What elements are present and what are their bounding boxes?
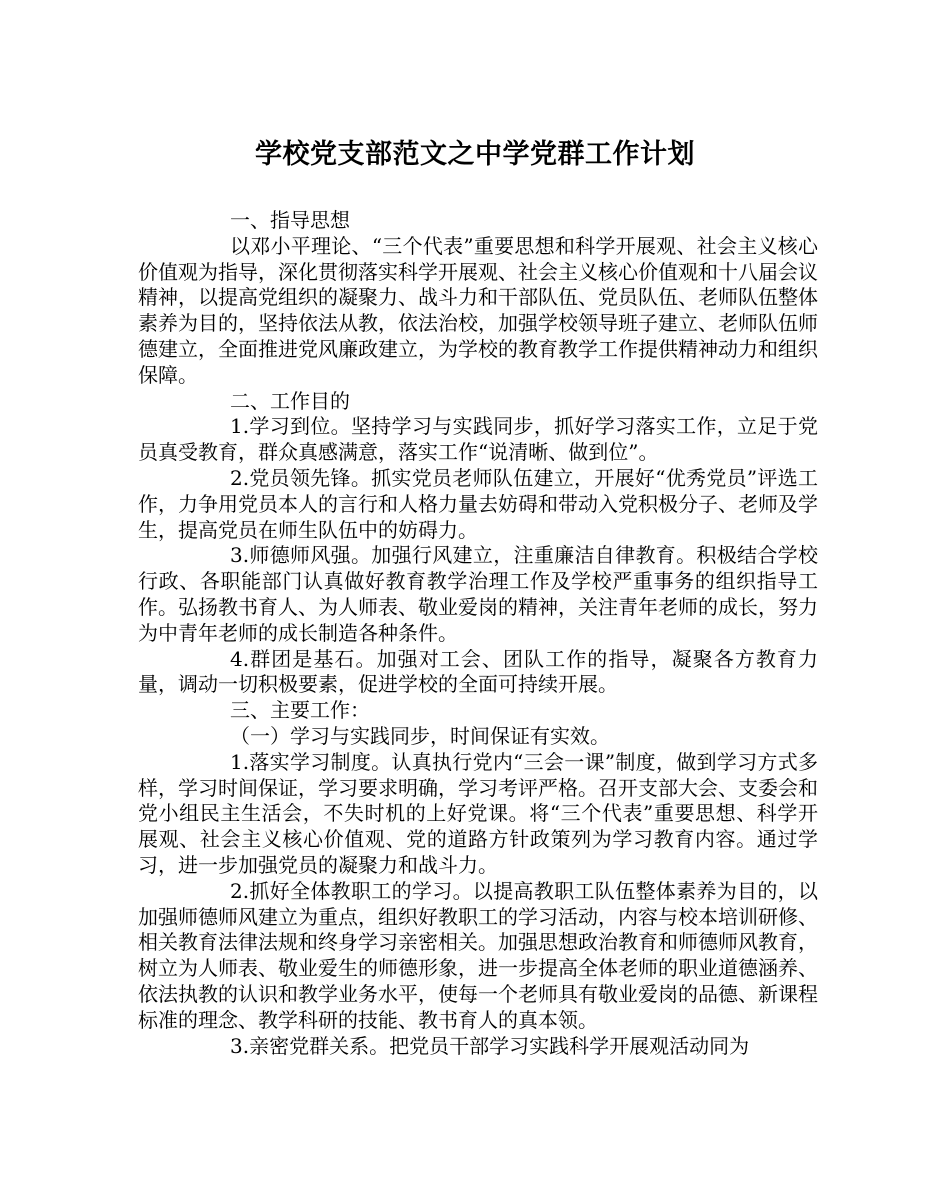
paragraph: 3.亲密党群关系。把党员干部学习实践科学开展观活动同为 — [230, 1033, 750, 1058]
paragraph: 以邓小平理论、“三个代表”重要思想和科学开展观、社会主义核心价值观为指导，深化贯彻落实科学开展观、社会主义核心价值观和十八届会议精神，以提高党组织的凝聚力、战斗力和干部队伍、党员队伍、老师队伍整体素养为目的，坚持依法从教，依法治校，加强学校领导班子建立、老师队伍师德建立，全面推进党风廉政建立，为学校的教育教学工作提供精神动力和组织保障。 — [138, 233, 818, 387]
paragraph: 1.落实学习制度。认真执行党内“三会一课”制度，做到学习方式多样，学习时间保证，学习要求明确，学习考评严格。召开支部大会、支委会和党小组民主生活会，不失时机的上好党课。将“三个代表”重要思想、科学开展观、社会主义核心价值观、党的道路方针政策列为学习教育内容。通过学习，进一步加强党员的凝聚力和战斗力。 — [138, 749, 818, 877]
document-body — [138, 208, 818, 1059]
subsection-heading: （一）学习与实践同步，时间保证有实效。 — [230, 723, 610, 748]
paragraph: 3.师德师风强。加强行风建立，注重廉洁自律教育。积极结合学校行政、各职能部门认真做好教育教学治理工作及学校严重事务的组织指导工作。弘扬教书育人、为人师表、敬业爱岗的精神，关注青年老师的成长，努力为中青年老师的成长制造各种条件。 — [138, 543, 818, 645]
paragraph: 1.学习到位。坚持学习与实践同步，抓好学习落实工作，立足于党员真受教育，群众真感满意，落实工作“说清晰、做到位”。 — [138, 414, 818, 465]
section-heading-main-work: 三、主要工作： — [230, 698, 370, 723]
paragraph: 4.群团是基石。加强对工会、团队工作的指导，凝聚各方教育力量，调动一切积极要素，促进学校的全面可持续开展。 — [138, 646, 818, 697]
document-title: 学校党支部范文之中学党群工作计划 — [255, 139, 695, 170]
paragraph: 2.党员领先锋。抓实党员老师队伍建立，开展好“优秀党员”评选工作，力争用党员本人的言行和人格力量去妨碍和带动入党积极分子、老师及学生，提高党员在师生队伍中的妨碍力。 — [138, 465, 818, 542]
section-heading-guiding-thought: 一、指导思想 — [230, 208, 350, 232]
section-heading-work-goals: 二、工作目的 — [230, 388, 350, 413]
paragraph: 2.抓好全体教职工的学习。以提高教职工队伍整体素养为目的，以加强师德师风建立为重点，组织好教职工的学习活动，内容与校本培训研修、相关教育法律法规和终身学习亲密相关。加强思想政治教育和师德师风教育，树立为人师表、敬业爱生的师德形象，进一步提高全体老师的职业道德涵养、依法执教的认识和教学业务水平，使每一个老师具有敬业爱岗的品德、新课程标准的理念、教学科研的技能、教书育人的真本领。 — [138, 878, 818, 1032]
